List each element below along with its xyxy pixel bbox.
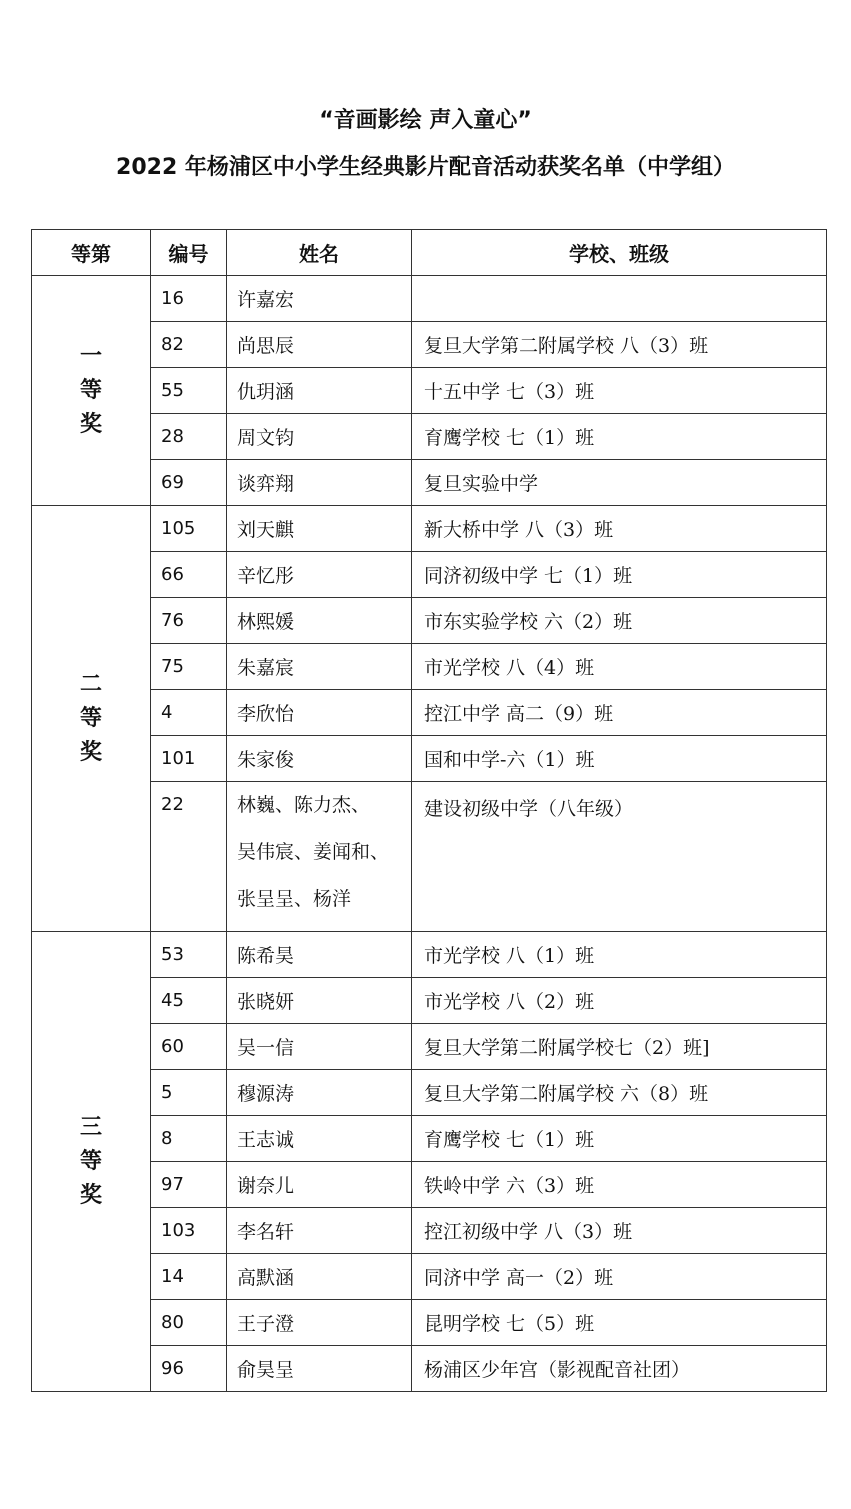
table-row <box>32 1300 827 1346</box>
entry-number: 60 <box>151 1024 227 1070</box>
level-char: 奖 <box>79 739 102 765</box>
entry-name: 俞昊呈 <box>227 1346 412 1392</box>
entry-school: 新大桥中学 八（3）班 <box>412 506 827 552</box>
level-char: 等 <box>79 1148 102 1174</box>
entry-name: 许嘉宏 <box>227 276 412 322</box>
entry-school: 市东实验学校 六（2）班 <box>412 598 827 644</box>
entry-number: 105 <box>151 506 227 552</box>
table-row <box>32 414 827 460</box>
entry-school: 复旦大学第二附属学校 八（3）班 <box>412 322 827 368</box>
award-level-third <box>32 932 151 1392</box>
table-row <box>32 978 827 1024</box>
entry-school <box>412 276 827 322</box>
entry-number: 28 <box>151 414 227 460</box>
entry-name: 谢奈儿 <box>227 1162 412 1208</box>
level-char: 三 <box>79 1114 102 1140</box>
entry-name: 朱嘉宸 <box>227 644 412 690</box>
entry-number: 5 <box>151 1070 227 1116</box>
header-level: 等第 <box>32 230 151 276</box>
entry-number: 53 <box>151 932 227 978</box>
entry-name: 王志诚 <box>227 1116 412 1162</box>
table-row <box>32 1208 827 1254</box>
entry-name-line: 林巍、陈力杰、 <box>237 794 371 816</box>
award-level-first <box>32 276 151 506</box>
entry-name: 高默涵 <box>227 1254 412 1300</box>
table-row <box>32 368 827 414</box>
table-row <box>32 1116 827 1162</box>
entry-number: 22 <box>151 782 227 932</box>
entry-school: 育鹰学校 七（1）班 <box>412 414 827 460</box>
entry-number: 101 <box>151 736 227 782</box>
entry-number: 8 <box>151 1116 227 1162</box>
entry-name-line: 吴伟宸、姜闻和、 <box>237 841 390 863</box>
entry-name: 朱家俊 <box>227 736 412 782</box>
table-header-row <box>32 230 827 276</box>
entry-number: 16 <box>151 276 227 322</box>
entry-school: 铁岭中学 六（3）班 <box>412 1162 827 1208</box>
level-char: 奖 <box>79 1182 102 1208</box>
entry-school: 复旦大学第二附属学校七（2）班] <box>412 1024 827 1070</box>
header-name: 姓名 <box>227 230 412 276</box>
table-row <box>32 460 827 506</box>
entry-name: 穆源涛 <box>227 1070 412 1116</box>
entry-number: 96 <box>151 1346 227 1392</box>
entry-name: 吴一信 <box>227 1024 412 1070</box>
awards-table <box>31 229 827 1392</box>
table-row <box>32 932 827 978</box>
level-char: 等 <box>79 705 102 731</box>
entry-name: 仇玥涵 <box>227 368 412 414</box>
entry-number: 66 <box>151 552 227 598</box>
table-row <box>32 506 827 552</box>
entry-number: 75 <box>151 644 227 690</box>
table-row <box>32 598 827 644</box>
entry-name: 李名轩 <box>227 1208 412 1254</box>
entry-school: 育鹰学校 七（1）班 <box>412 1116 827 1162</box>
entry-number: 82 <box>151 322 227 368</box>
entry-name: 张晓妍 <box>227 978 412 1024</box>
entry-school: 十五中学 七（3）班 <box>412 368 827 414</box>
entry-number: 97 <box>151 1162 227 1208</box>
entry-number: 55 <box>151 368 227 414</box>
header-school: 学校、班级 <box>412 230 827 276</box>
entry-school: 复旦大学第二附属学校 六（8）班 <box>412 1070 827 1116</box>
entry-school: 市光学校 八（4）班 <box>412 644 827 690</box>
entry-school: 同济中学 高一（2）班 <box>412 1254 827 1300</box>
entry-name: 李欣怡 <box>227 690 412 736</box>
entry-school: 市光学校 八（1）班 <box>412 932 827 978</box>
entry-school: 同济初级中学 七（1）班 <box>412 552 827 598</box>
level-char: 一 <box>79 343 102 369</box>
award-level-second <box>32 506 151 932</box>
entry-school: 国和中学-六（1）班 <box>412 736 827 782</box>
table-row <box>32 1346 827 1392</box>
document-subtitle: 2022 年杨浦区中小学生经典影片配音活动获奖名单（中学组） <box>116 155 735 180</box>
entry-name: 谈弈翔 <box>227 460 412 506</box>
entry-number: 76 <box>151 598 227 644</box>
table-row <box>32 736 827 782</box>
table-row <box>32 782 827 932</box>
entry-name: 刘天麒 <box>227 506 412 552</box>
entry-school: 市光学校 八（2）班 <box>412 978 827 1024</box>
table-row <box>32 552 827 598</box>
header-number: 编号 <box>151 230 227 276</box>
entry-school: 昆明学校 七（5）班 <box>412 1300 827 1346</box>
level-char: 奖 <box>79 411 102 437</box>
entry-number: 4 <box>151 690 227 736</box>
table-row <box>32 690 827 736</box>
entry-name-line: 张呈呈、杨洋 <box>237 888 352 910</box>
entry-name: 陈希昊 <box>227 932 412 978</box>
entry-name: 周文钧 <box>227 414 412 460</box>
entry-school: 复旦实验中学 <box>412 460 827 506</box>
table-row <box>32 1070 827 1116</box>
entry-name: 辛忆彤 <box>227 552 412 598</box>
entry-school: 控江初级中学 八（3）班 <box>412 1208 827 1254</box>
document-title: “音画影绘 声入童心” <box>319 108 532 133</box>
entry-name-group <box>227 782 412 932</box>
entry-school: 杨浦区少年宫（影视配音社团） <box>412 1346 827 1392</box>
table-row <box>32 276 827 322</box>
entry-number: 80 <box>151 1300 227 1346</box>
entry-number: 69 <box>151 460 227 506</box>
entry-number: 45 <box>151 978 227 1024</box>
level-char: 等 <box>79 377 102 403</box>
entry-school: 控江中学 高二（9）班 <box>412 690 827 736</box>
entry-number: 14 <box>151 1254 227 1300</box>
entry-name: 王子澄 <box>227 1300 412 1346</box>
table-row <box>32 1162 827 1208</box>
level-char: 二 <box>79 671 102 697</box>
entry-name: 尚思辰 <box>227 322 412 368</box>
table-row <box>32 322 827 368</box>
entry-number: 103 <box>151 1208 227 1254</box>
table-row <box>32 1024 827 1070</box>
table-row <box>32 644 827 690</box>
entry-name: 林熙媛 <box>227 598 412 644</box>
entry-school: 建设初级中学（八年级） <box>412 782 827 932</box>
table-row <box>32 1254 827 1300</box>
